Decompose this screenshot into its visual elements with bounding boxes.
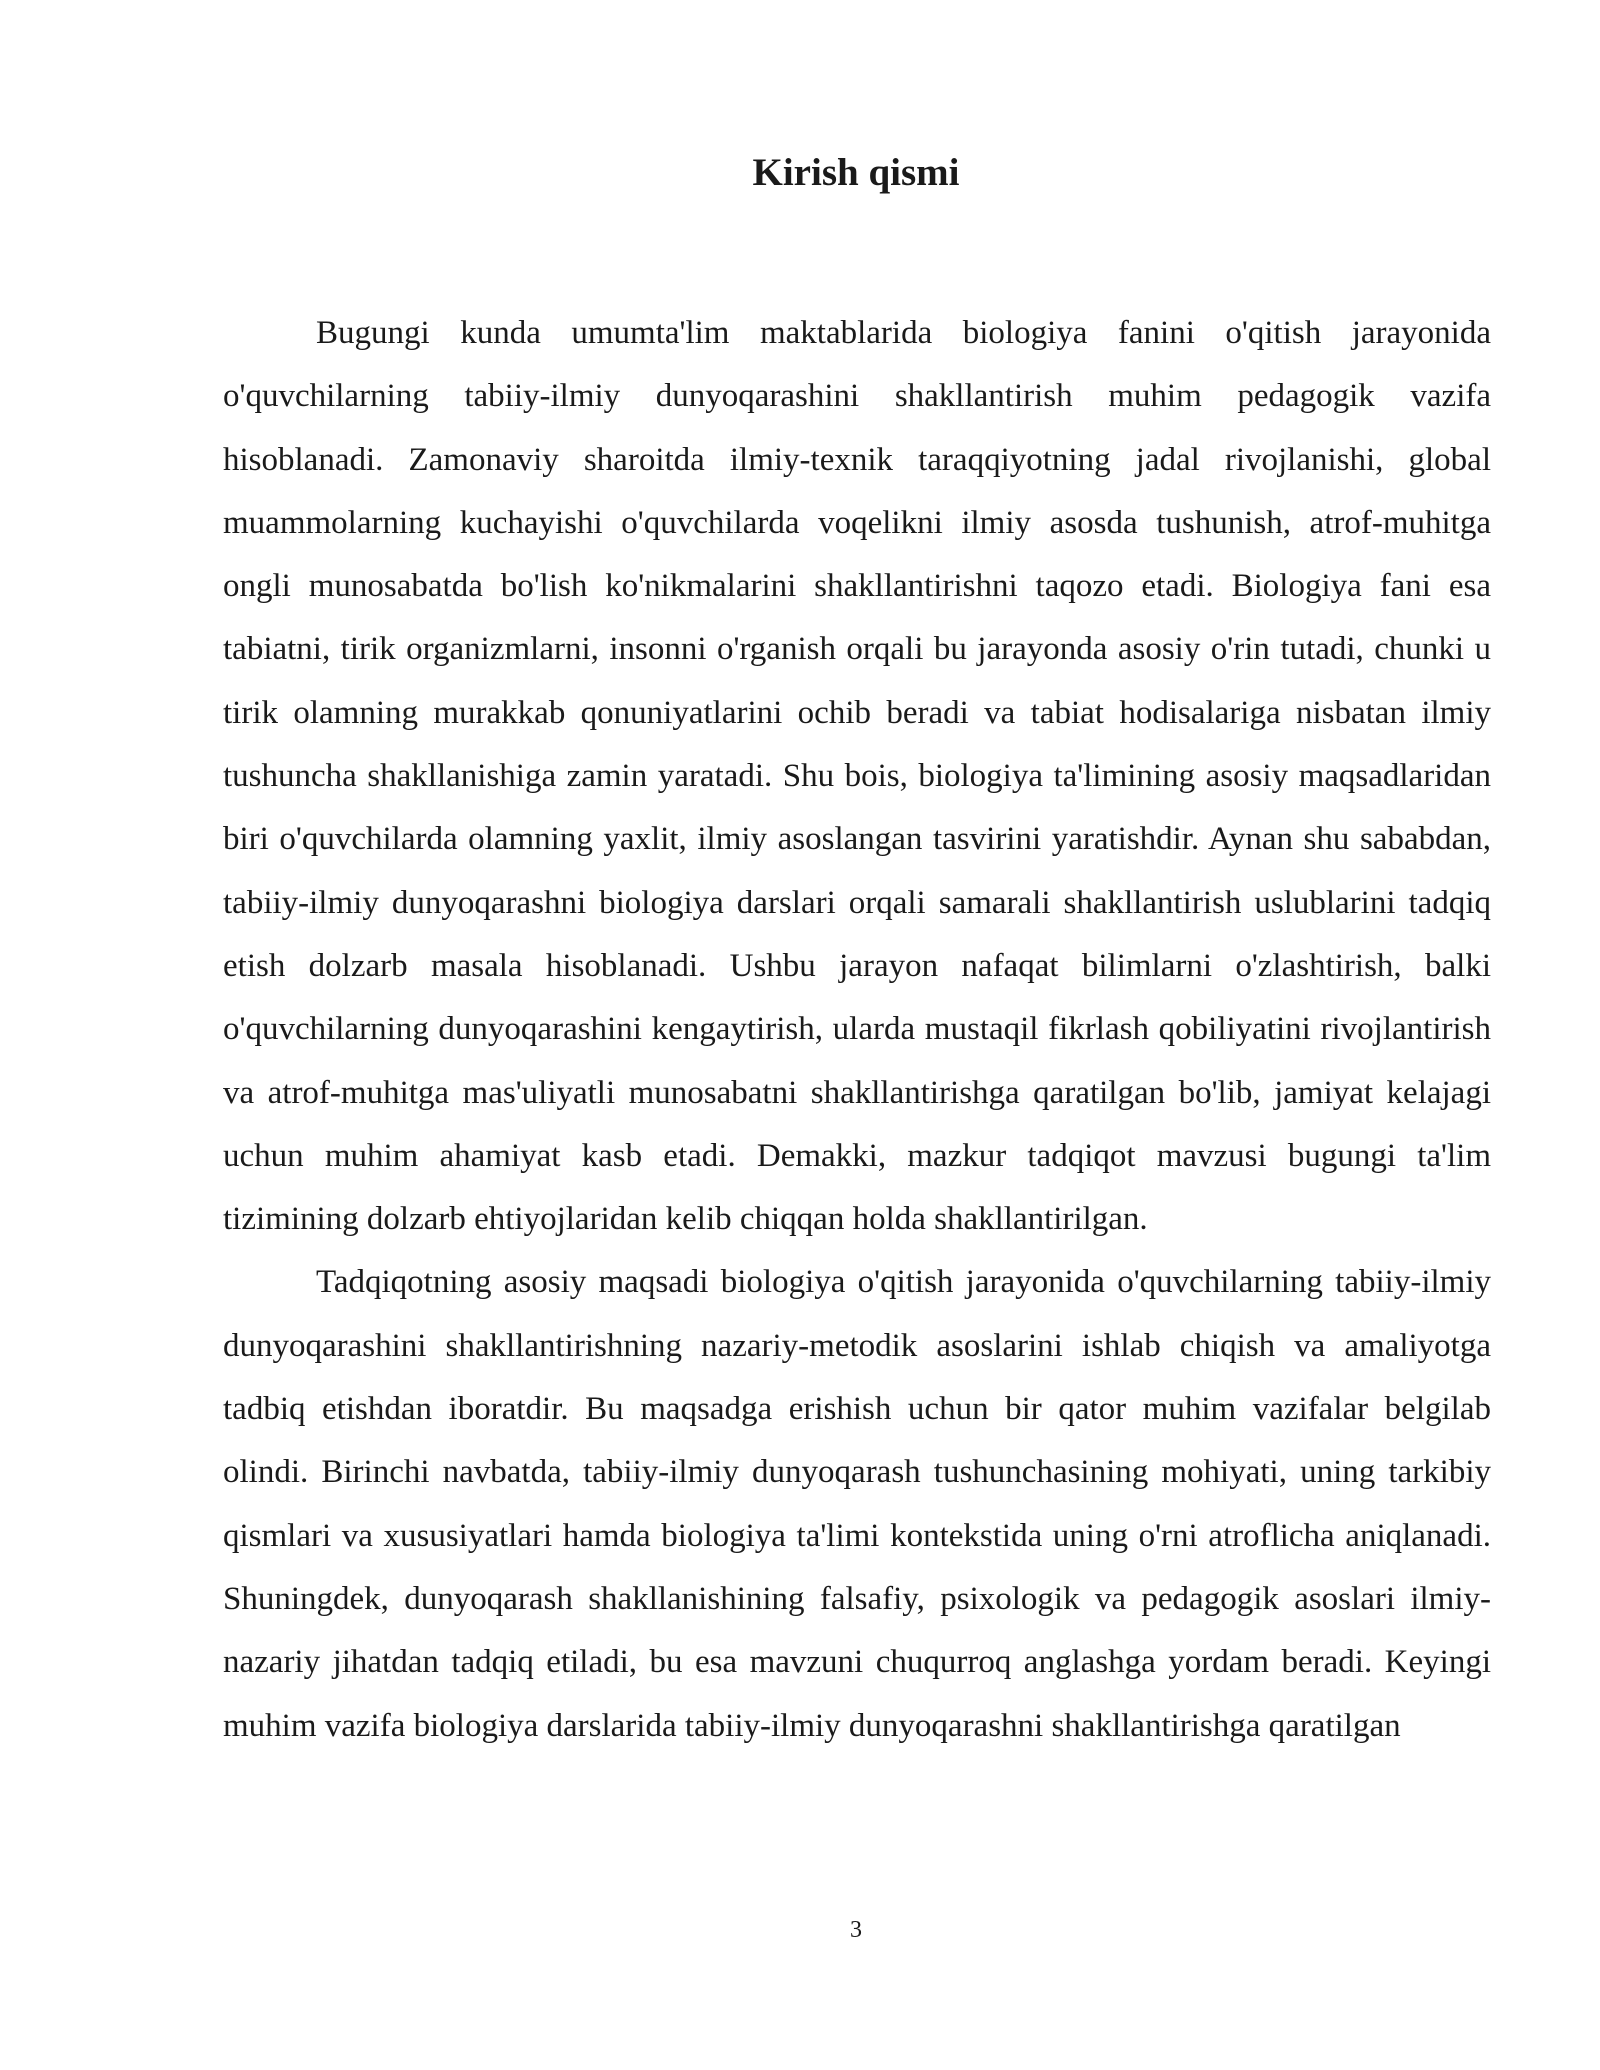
body-text — [223, 302, 1491, 1758]
page-title: Kirish qismi — [752, 151, 960, 194]
paragraph-1: Bugungi kunda umumta'lim maktablarida biologiya fanini o'qitish jarayonida o'quvchilarning tabiiy-ilmiy dunyoqarashini shakllantirish muhim pedagogik vazifa hisoblanadi. Zamonaviy sharoitda ilmiy-texnik taraqqiyotning jadal rivojlanishi, global muammolarning kuchayishi o'quvchilarda voqelikni ilmiy asosda tushunish, atrof-muhitga ongli munosabatda bo'lish ko'nikmalarini shakllantirishni taqozo etadi. Biologiya fani esa tabiatni, tirik organizmlarni, insonni o'rganish orqali bu jarayonda asosiy o'rin tutadi, chunki u tirik olamning murakkab qonuniyatlarini ochib beradi va tabiat hodisalariga nisbatan ilmiy tushuncha shakllanishiga zamin yaratadi. Shu bois, biologiya ta'limining asosiy maqsadlaridan biri o'quvchilarda olamning yaxlit, ilmiy asoslangan tasvirini yaratishdir. Aynan shu sababdan, tabiiy-ilmiy dunyoqarashni biologiya darslari orqali samarali shakllantirish uslublarini tadqiq etish dolzarb masala hisoblanadi. Ushbu jarayon nafaqat bilimlarni o'zlashtirish, balki o'quvchilarning dunyoqarashini kengaytirish, ularda mustaqil fikrlash qobiliyatini rivojlantirish va atrof-muhitga mas'uliyatli munosabatni shakllantirishga qaratilgan bo'lib, jamiyat kelajagi uchun muhim ahamiyat kasb etadi. Demakki, mazkur tadqiqot mavzusi bugungi ta'lim tizimining dolzarb ehtiyojlaridan kelib chiqqan holda shakllantirilgan. — [223, 315, 1491, 1238]
paragraph-2: Tadqiqotning asosiy maqsadi biologiya o'qitish jarayonida o'quvchilarning tabiiy-ilmiy dunyoqarashini shakllantirishning nazariy-metodik asoslarini ishlab chiqish va amaliyotga tadbiq etishdan iboratdir. Bu maqsadga erishish uchun bir qator muhim vazifalar belgilab olindi. Birinchi navbatda, tabiiy-ilmiy dunyoqarash tushunchasining mohiyati, uning tarkibiy qismlari va xususiyatlari hamda biologiya ta'limi kontekstida uning o'rni atroflicha aniqlanadi. Shuningdek, dunyoqarash shakllanishining falsafiy, psixologik va pedagogik asoslari ilmiy-nazariy jihatdan tadqiq etiladi, bu esa mavzuni chuqurroq anglashga yordam beradi. Keyingi muhim vazifa biologiya darslarida tabiiy-ilmiy dunyoqarashni shakllantirishga qaratilgan — [223, 1264, 1491, 1744]
page-number: 3 — [850, 1917, 862, 1943]
